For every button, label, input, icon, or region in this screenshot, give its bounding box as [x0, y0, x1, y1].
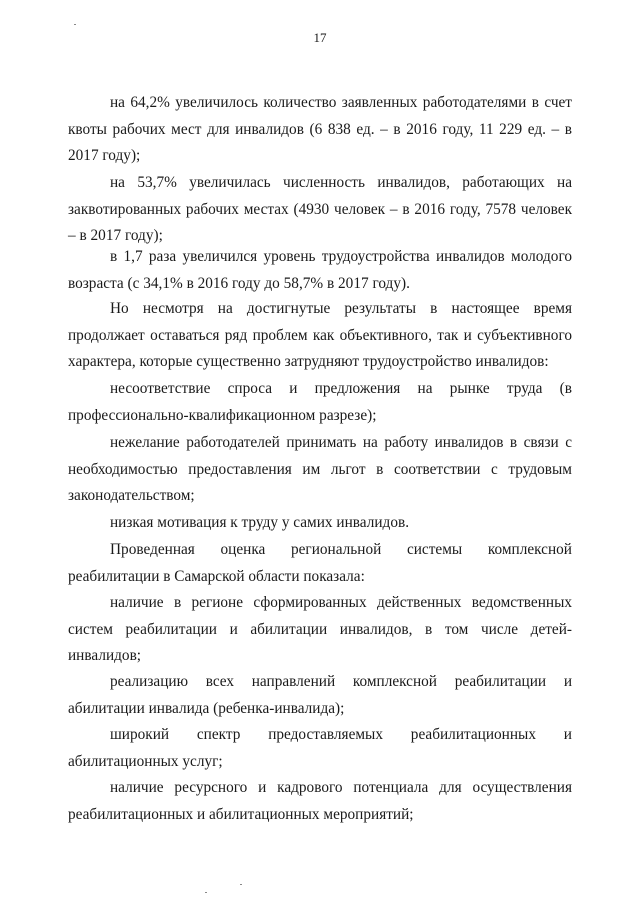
paragraph-services-range: широкий спектр предоставляемых реабилитационных и абилитационных услуг; [68, 726, 572, 770]
paragraph-supply-demand: несоответствие спроса и предложения на рынке труда (в профессионально-квалификационном разрезе); [68, 380, 572, 424]
scan-speck [74, 24, 76, 25]
paragraph-youth-employment: в 1,7 раза увеличился уровень трудоустройства инвалидов молодого возраста (с 34,1% в 2016 году до 58,7% в 2017 году). [68, 248, 572, 292]
paragraph-quota-jobs: на 64,2% увеличилось количество заявленных работодателями в счет квоты рабочих мест для инвалидов (6 838 ед. – в 2016 году, 11 229 ед. – в 2017 году); [68, 94, 572, 164]
scan-speck [205, 892, 207, 893]
page-number: 17 [313, 30, 327, 45]
paragraph-low-motivation: низкая мотивация к труду у самих инвалидов. [110, 514, 410, 531]
scan-speck [240, 884, 242, 885]
paragraph-assessment-intro: Проведенная оценка региональной системы комплексной реабилитации в Самарской области показала: [68, 541, 572, 585]
paragraph-rehab-systems: наличие в регионе сформированных действенных ведомственных систем реабилитации и абилитации инвалидов, в том числе детей-инвалидов; [68, 594, 572, 664]
paragraph-problems-intro: Но несмотря на достигнутые результаты в настоящее время продолжает оставаться ряд проблем как объективного, так и субъективного характера, которые существенно затрудняют трудоустройство инвалидов: [68, 300, 572, 370]
paragraph-employed-disabled: на 53,7% увеличилась численность инвалидов, работающих на заквотированных рабочих местах (4930 человек – в 2016 году, 7578 человек – в 2017 году); [68, 174, 572, 244]
paragraph-rehab-directions: реализацию всех направлений комплексной реабилитации и абилитации инвалида (ребенка-инвалида); [68, 673, 572, 717]
paragraph-resource-potential: наличие ресурсного и кадрового потенциала для осуществления реабилитационных и абилитационных мероприятий; [68, 779, 572, 823]
paragraph-employer-reluctance: нежелание работодателей принимать на работу инвалидов в связи с необходимостью предоставления им льгот в соответствии с трудовым законодательством; [68, 434, 572, 504]
